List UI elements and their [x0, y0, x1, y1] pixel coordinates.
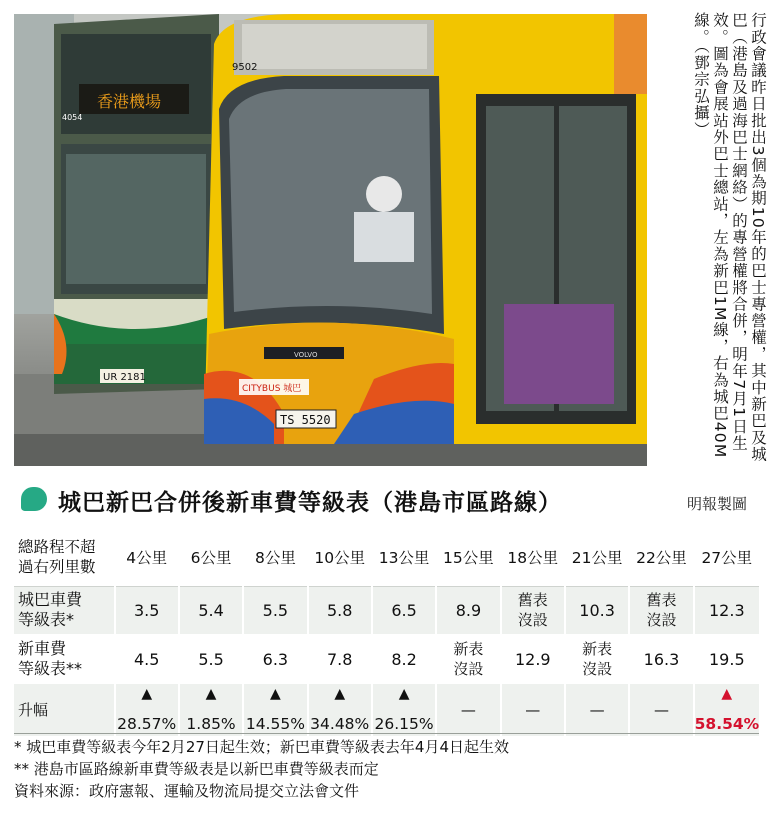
fare-cell: 6.5 [372, 586, 436, 634]
row-label: 新車費 等級表** [18, 639, 83, 678]
fare-cell: 8.9 [436, 586, 500, 634]
column-header: 18公里 [501, 528, 565, 586]
column-header: 13公里 [372, 528, 436, 586]
column-header: 22公里 [629, 528, 693, 586]
no-change-dash: — [460, 701, 476, 719]
up-arrow-icon: ▲ [141, 686, 153, 702]
table-row-citybus [14, 586, 759, 634]
right-bus-make: VOLVO [294, 351, 318, 359]
column-header: 15公里 [436, 528, 500, 586]
increase-value: 14.55% [245, 715, 305, 733]
left-bus-destination: 香港機場 [97, 92, 162, 111]
fare-cell: 5.5 [179, 634, 243, 684]
fare-cell: 6.3 [243, 634, 307, 684]
table-title: 城巴新巴合併後新車費等級表（港島市區路線） [58, 489, 562, 516]
fare-cell: 4.5 [115, 634, 179, 684]
fare-cell-na [436, 634, 500, 684]
no-change-dash: — [525, 701, 541, 719]
left-bus-plate: UR 2181 [103, 372, 146, 383]
fare-cell: 5.8 [308, 586, 372, 634]
notes-divider [14, 733, 759, 734]
not-set-note: 新表 沒設 [453, 640, 484, 678]
left-bus [54, 14, 219, 394]
photo-caption: 行政會議昨日批出3個為期10年的巴士專營權，其中新巴及城巴（港島及過海巴士網絡）的專營權將合併，明年7月1日生效。圖為會展站外巴士總站，左為新巴1M線，右為城巴40M線。（鄧宗弘攝） [692, 12, 767, 463]
column-header: 4公里 [115, 528, 179, 586]
right-bus-fleet: 9502 [232, 62, 258, 73]
up-arrow-icon: ▲ [721, 686, 733, 702]
column-header: 21公里 [565, 528, 629, 586]
fare-cell: 12.9 [501, 634, 565, 684]
increase-cell-highlight [694, 684, 759, 736]
row-label: 升幅 [18, 701, 49, 719]
increase-cell [179, 684, 243, 736]
increase-value: 26.15% [374, 715, 434, 733]
fare-cell: 5.4 [179, 586, 243, 634]
table-row-increase [14, 684, 759, 736]
footnote-nwfb: ** 港島市區路線新車費等級表是以新巴車費等級表而定 [14, 760, 379, 778]
fare-cell: 19.5 [694, 634, 759, 684]
column-header: 10公里 [308, 528, 372, 586]
fare-cell: 5.5 [243, 586, 307, 634]
increase-cell [243, 684, 307, 736]
fare-cell: 8.2 [372, 634, 436, 684]
footnote-source: 資料來源：政府憲報、運輸及物流局提交立法會文件 [14, 782, 360, 800]
row-label: 城巴車費 等級表* [18, 590, 83, 630]
fare-cell: 16.3 [629, 634, 693, 684]
fare-cell: 12.3 [694, 586, 759, 634]
up-arrow-icon: ▲ [270, 686, 281, 702]
fare-cell-na [629, 586, 693, 634]
table-row-nwfb [14, 634, 759, 684]
column-header: 8公里 [243, 528, 307, 586]
fare-cell: 7.8 [308, 634, 372, 684]
not-set-note: 舊表 沒設 [646, 591, 677, 630]
increase-value: 34.48% [310, 715, 370, 733]
up-arrow-icon: ▲ [398, 686, 410, 702]
up-arrow-icon: ▲ [205, 686, 217, 702]
column-header: 6公里 [179, 528, 243, 586]
increase-cell [115, 684, 179, 736]
right-bus-plate: TS 5520 [280, 413, 331, 427]
increase-value-highlight: 58.54% [694, 715, 760, 733]
fare-cell-na [501, 586, 565, 634]
table-header-row [14, 528, 759, 586]
fare-cell: 3.5 [115, 586, 179, 634]
fare-cell: 10.3 [565, 586, 629, 634]
bus-photo [14, 14, 647, 466]
corner-label: 總路程不超 過右列里數 [18, 537, 96, 576]
not-set-note: 新表 沒設 [582, 640, 613, 678]
footnote-citybus: * 城巴車費等級表今年2月27日起生效；新巴車費等級表去年4月4日起生效 [14, 738, 509, 756]
increase-cell [436, 684, 500, 736]
not-set-note: 舊表 沒設 [517, 591, 548, 630]
speech-bubble-icon [21, 487, 47, 511]
increase-cell [501, 684, 565, 736]
right-bus-brand: CITYBUS 城巴 [242, 384, 302, 394]
fare-table [14, 528, 759, 736]
bus-photo-illustration [14, 14, 647, 466]
increase-cell [372, 684, 436, 736]
increase-value: 1.85% [186, 715, 236, 733]
no-change-dash: — [589, 701, 605, 719]
increase-cell [308, 684, 372, 736]
increase-cell [565, 684, 629, 736]
increase-cell [629, 684, 693, 736]
graphic-credit: 明報製圖 [686, 495, 747, 513]
fare-cell-na [565, 634, 629, 684]
increase-value: 28.57% [117, 715, 177, 733]
left-bus-fleet: 4054 [62, 113, 83, 122]
right-bus [204, 14, 647, 444]
no-change-dash: — [653, 701, 669, 719]
footnotes [14, 736, 759, 802]
column-header: 27公里 [694, 528, 759, 586]
up-arrow-icon: ▲ [334, 686, 346, 702]
